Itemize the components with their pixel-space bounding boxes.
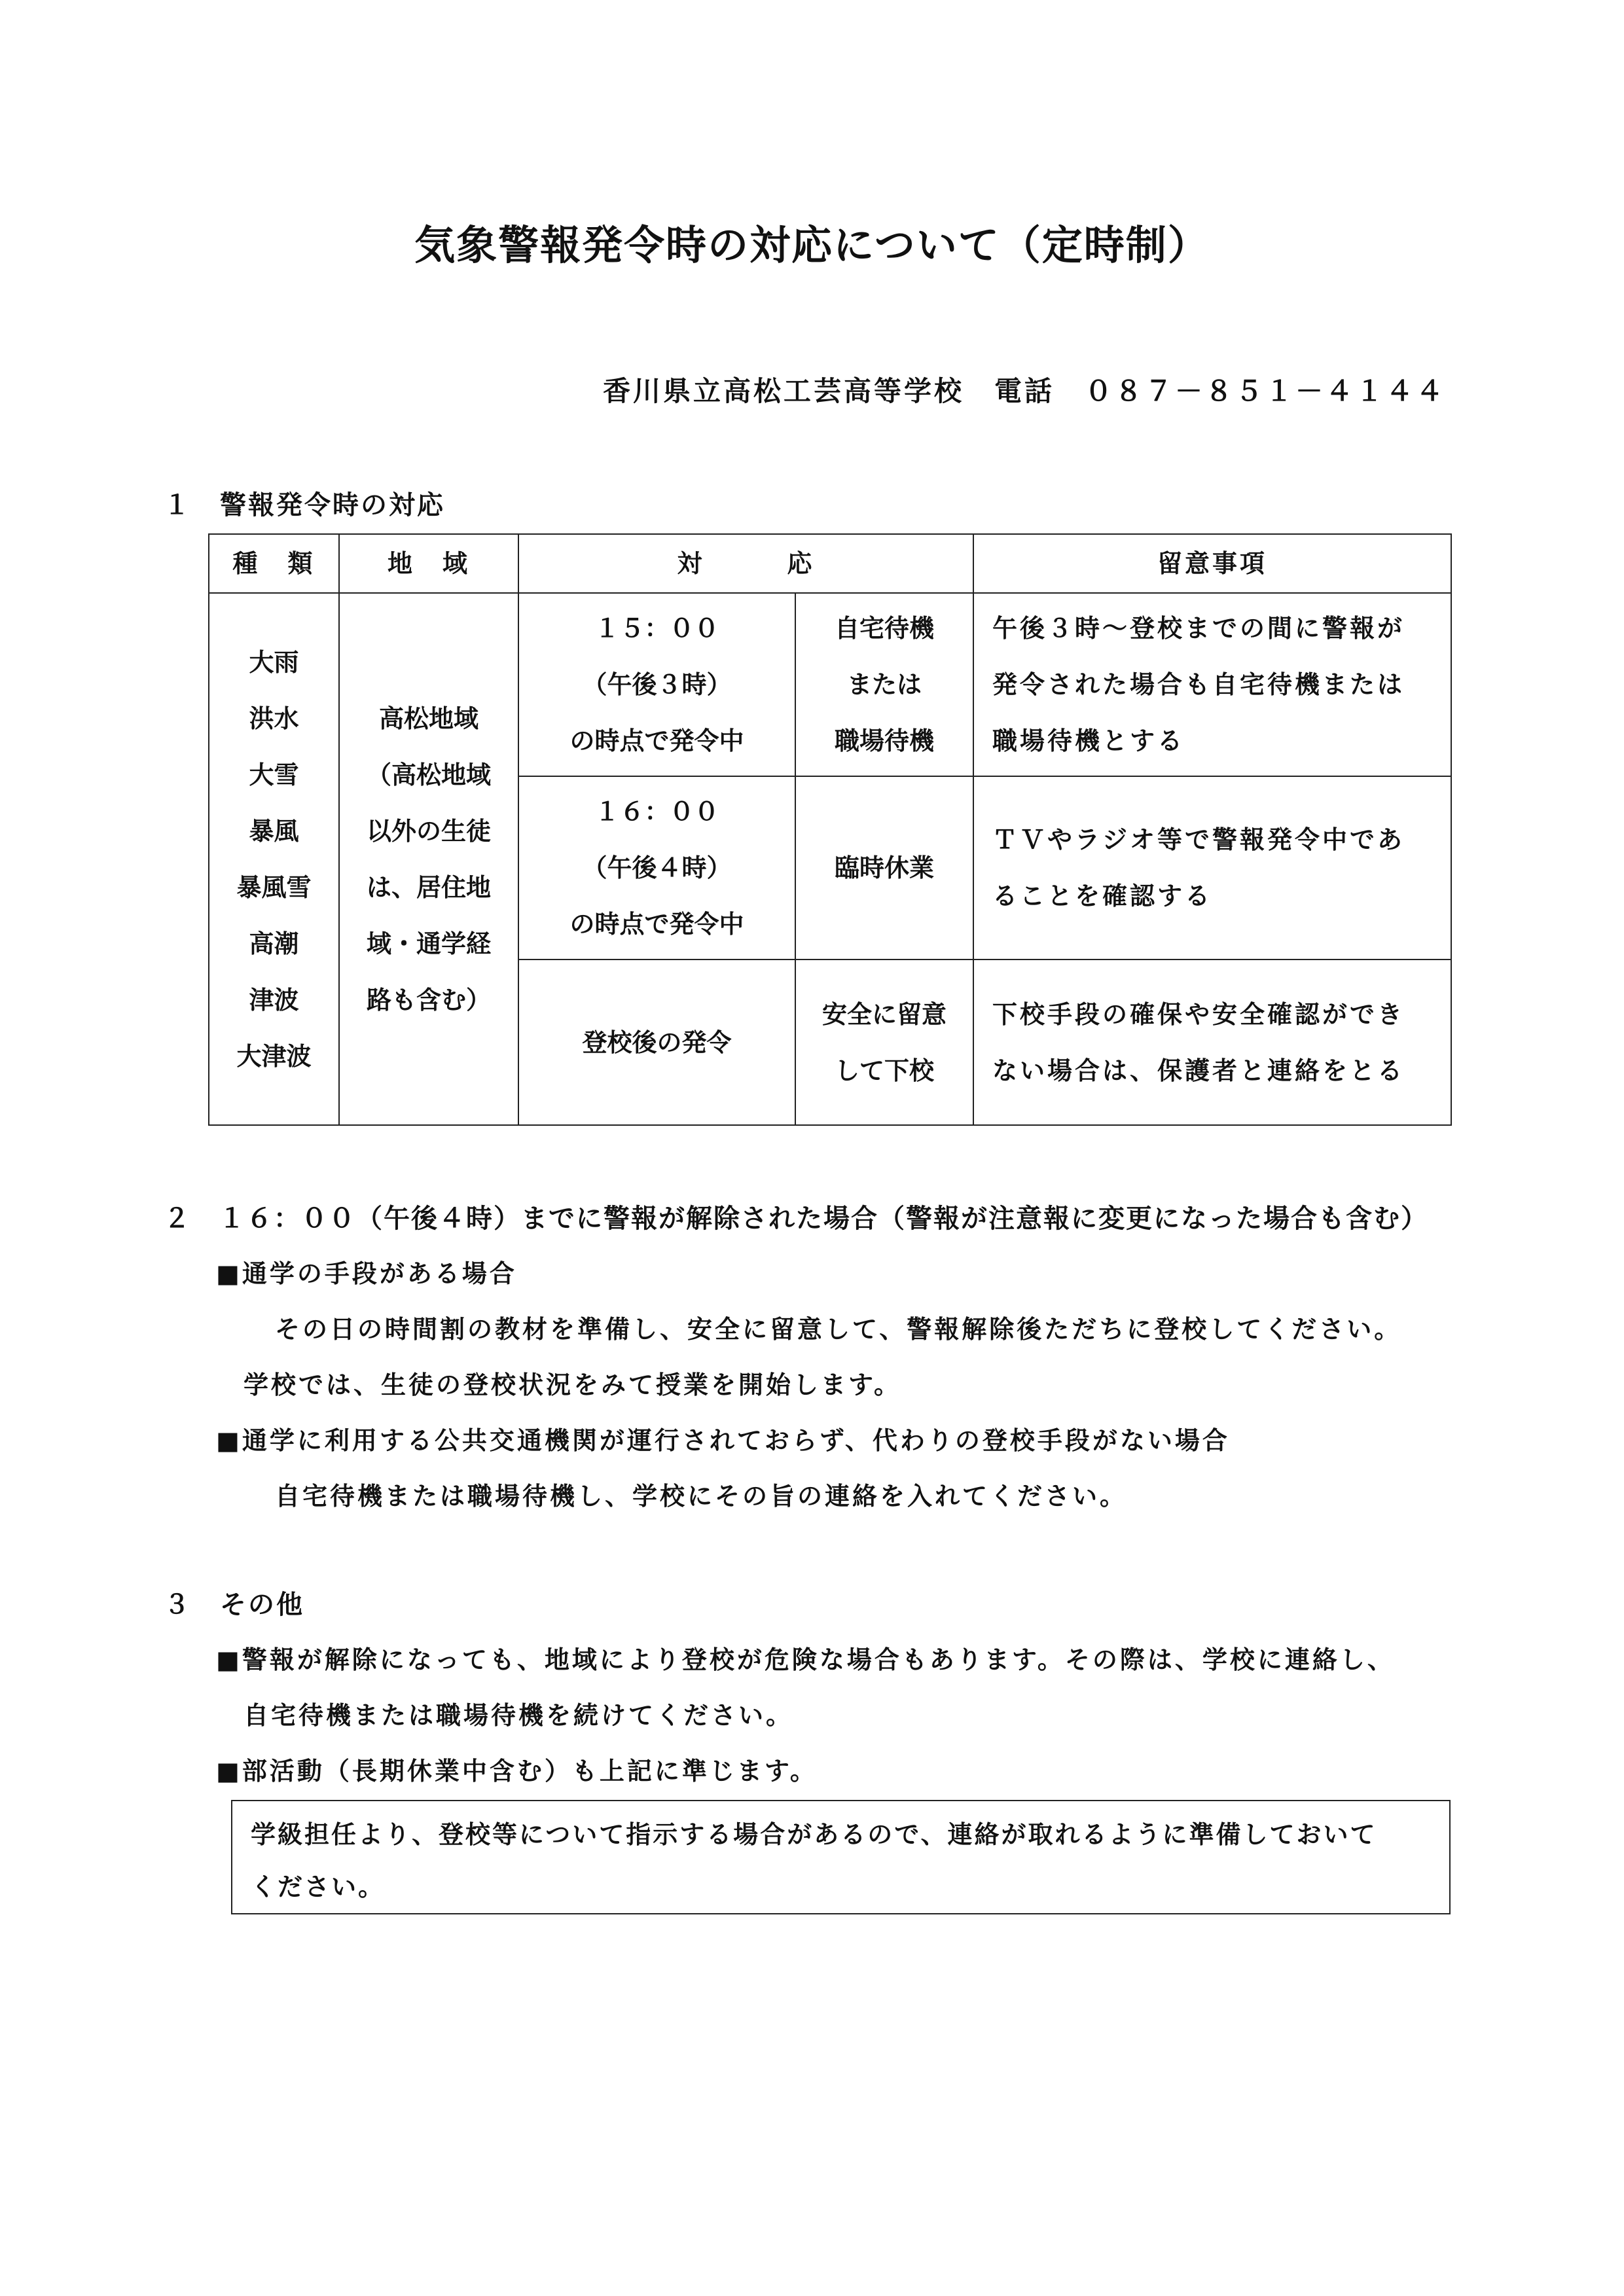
action-cell: [795, 960, 973, 1125]
warning-type: 大雨: [249, 647, 299, 677]
action-line: 自宅待機: [835, 614, 935, 643]
action-cell: [795, 593, 973, 776]
note-line: ない場合は、保護者と連絡をとる: [992, 1056, 1405, 1085]
warning-type: 高潮: [249, 929, 299, 958]
action-line: または: [847, 670, 922, 699]
header-type: 種 類: [209, 534, 339, 593]
region-line: 域・通学経: [366, 929, 491, 958]
warning-type: 大雪: [249, 760, 299, 789]
region-line: は、居住地: [366, 872, 491, 902]
section3-item-2: ■部活動（長期休業中含む）も上記に準じます。: [216, 1757, 818, 1785]
note-cell: [973, 960, 1451, 1125]
warning-type: 洪水: [249, 704, 299, 733]
warning-type: 暴風: [249, 816, 299, 846]
action-line: 職場待機: [835, 726, 935, 755]
section3-item-1: ■警報が解除になっても、地域により登校が危険な場合もあります。その際は、学校に連絡し、: [216, 1645, 1395, 1674]
section3-heading: ３ その他: [164, 1590, 304, 1620]
section1-heading: １ 警報発令時の対応: [164, 490, 445, 520]
note-box-line-2: ください。: [251, 1873, 386, 1901]
table-row: [209, 593, 1451, 776]
timing-cell: [518, 593, 795, 776]
section2-text-1: その日の時間割の教材を準備し、安全に留意して、警報解除後ただちに登校してください。: [275, 1315, 1402, 1344]
note-cell: [973, 776, 1451, 960]
note-cell: [973, 593, 1451, 776]
warning-type: 津波: [249, 985, 299, 1014]
region-line: 高松地域: [378, 704, 478, 733]
action-line: して下校: [835, 1056, 935, 1085]
section2-heading: ２ １６：００（午後４時）までに警報が解除された場合（警報が注意報に変更になった場合も含む）: [164, 1204, 1428, 1234]
note-line: 職場待機とする: [992, 726, 1185, 755]
timing-line: （午後３時）: [582, 670, 732, 699]
region-cell: [339, 593, 518, 1125]
timing-cell: [518, 776, 795, 960]
table-header-row: [209, 534, 1451, 593]
document-title: 気象警報発令時の対応について（定時制）: [414, 221, 1210, 269]
header-response: 対 応: [518, 534, 973, 593]
timing-line: １５：００: [594, 614, 719, 643]
warning-type: 暴風雪: [236, 872, 312, 902]
action-line: 安全に留意: [822, 999, 947, 1029]
note-box-line-1: 学級担任より、登校等について指示する場合があるので、連絡が取れるように準備しておいて: [251, 1820, 1377, 1849]
timing-line: （午後４時）: [582, 853, 732, 882]
note-line: ることを確認する: [992, 882, 1213, 910]
school-contact: 香川県立高松工芸高等学校 電話 ０８７－８５１－４１４４: [602, 375, 1446, 407]
warning-type: 大津波: [236, 1041, 312, 1071]
warning-response-table: [208, 533, 1452, 1126]
action-cell: 臨時休業: [795, 776, 973, 960]
warning-types-cell: [209, 593, 339, 1125]
contact-note-box: [231, 1800, 1451, 1914]
section2-text-2: 学校では、生徒の登校状況をみて授業を開始します。: [244, 1371, 901, 1399]
note-line: ＴＶやラジオ等で警報発令中であ: [992, 825, 1405, 854]
note-line: 発令された場合も自宅待機または: [992, 670, 1405, 699]
section3-item-1-cont: 自宅待機または職場待機を続けてください。: [244, 1701, 794, 1730]
note-line: 下校手段の確保や安全確認ができ: [992, 999, 1405, 1029]
timing-line: の時点で発令中: [569, 910, 744, 939]
note-line: 午後３時～登校までの間に警報が: [992, 614, 1405, 643]
section2-subheading-2: ■通学に利用する公共交通機関が運行されておらず、代わりの登校手段がない場合: [216, 1426, 1230, 1455]
header-region: 地 域: [339, 534, 518, 593]
timing-line: １６：００: [594, 797, 719, 826]
timing-line: の時点で発令中: [569, 726, 744, 755]
header-notes: 留意事項: [973, 534, 1451, 593]
timing-cell: 登校後の発令: [518, 960, 795, 1125]
region-line: 路も含む）: [366, 985, 491, 1014]
region-line: 以外の生徒: [366, 816, 491, 846]
section2-text-3: 自宅待機または職場待機し、学校にその旨の連絡を入れてください。: [275, 1482, 1128, 1511]
region-line: （高松地域: [366, 760, 491, 789]
section2-subheading-1: ■通学の手段がある場合: [216, 1259, 517, 1288]
